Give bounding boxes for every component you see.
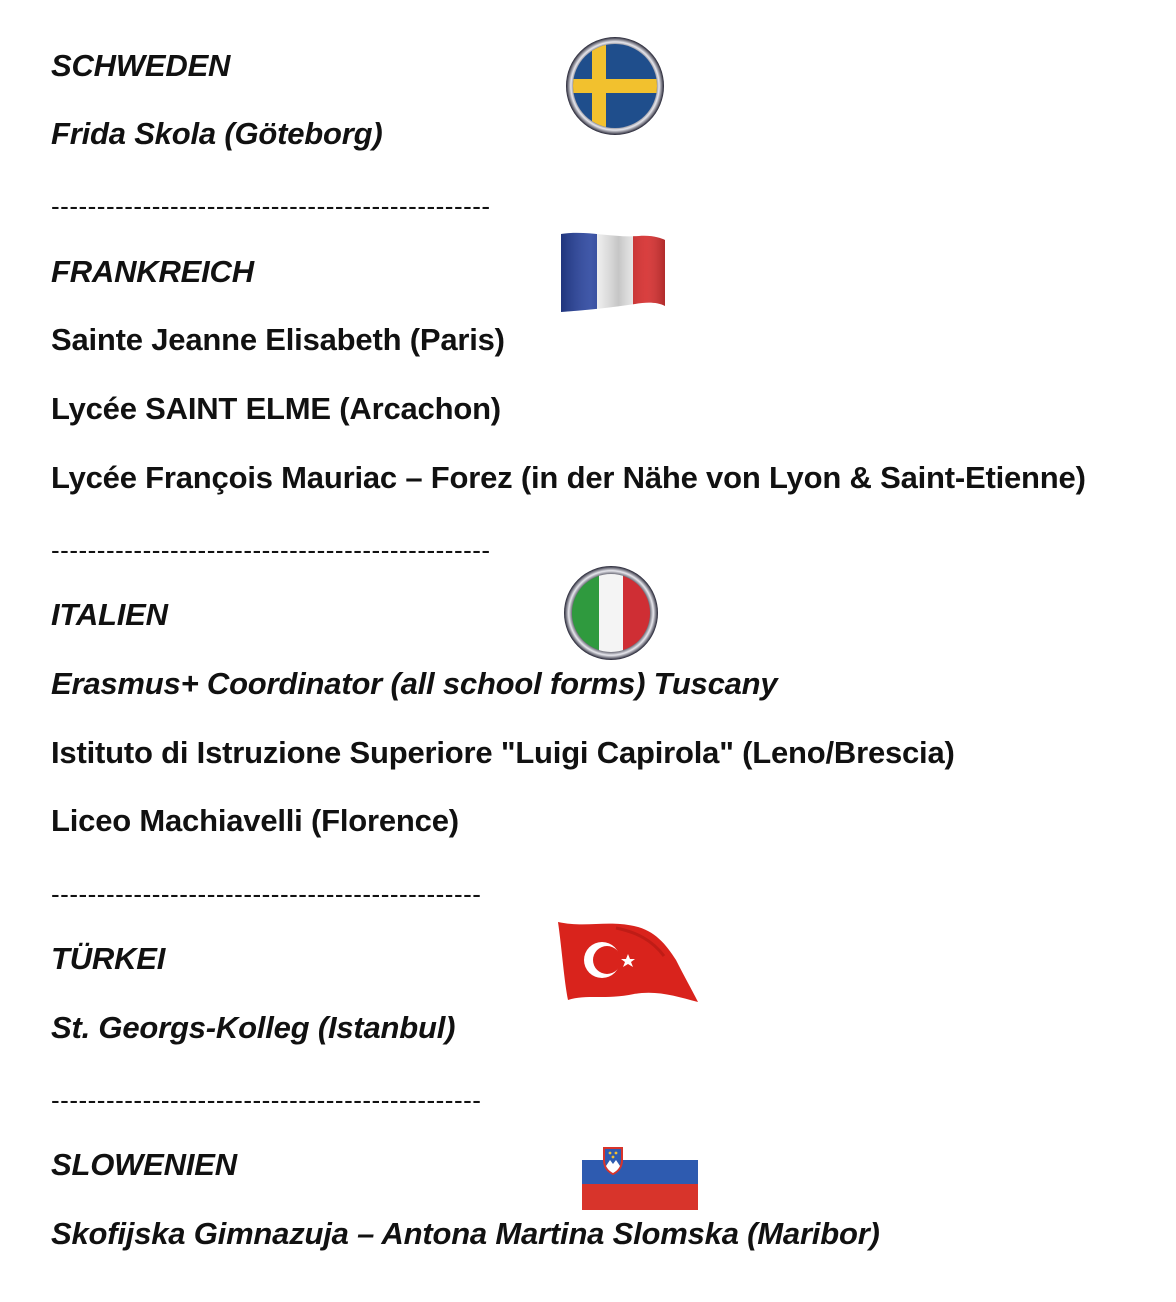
- school-entry: Liceo Machiavelli (Florence): [51, 803, 459, 838]
- turkey-flag-icon: [556, 920, 700, 1009]
- slovenia-flag-icon: [582, 1146, 700, 1217]
- france-flag-icon: [557, 230, 669, 319]
- section-separator: ------------------------------------------------: [51, 535, 491, 565]
- school-entry: Sainte Jeanne Elisabeth (Paris): [51, 322, 505, 357]
- school-entry: Frida Skola (Göteborg): [51, 116, 383, 151]
- school-entry: Lycée François Mauriac – Forez (in der Nähe von Lyon & Saint-Etienne): [51, 460, 1086, 495]
- school-entry: St. Georgs-Kolleg (Istanbul): [51, 1010, 456, 1045]
- country-heading-sweden: SCHWEDEN: [51, 48, 231, 83]
- school-entry: Istituto di Istruzione Superiore "Luigi Capirola" (Leno/Brescia): [51, 735, 955, 770]
- country-heading-slovenia: SLOWENIEN: [51, 1147, 237, 1182]
- italy-flag-icon: [563, 565, 659, 666]
- section-separator: -----------------------------------------------: [51, 879, 482, 909]
- country-heading-italy: ITALIEN: [51, 597, 168, 632]
- country-heading-france: FRANKREICH: [51, 254, 254, 289]
- school-entry: Skofijska Gimnazuja – Antona Martina Slomska (Maribor): [51, 1216, 880, 1251]
- section-separator: ------------------------------------------------: [51, 191, 491, 221]
- country-heading-turkey: TÜRKEI: [51, 941, 166, 976]
- section-separator: -----------------------------------------------: [51, 1085, 482, 1115]
- sweden-flag-icon: [564, 36, 666, 141]
- school-entry: Lycée SAINT ELME (Arcachon): [51, 391, 501, 426]
- school-entry: Erasmus+ Coordinator (all school forms) Tuscany: [51, 666, 778, 701]
